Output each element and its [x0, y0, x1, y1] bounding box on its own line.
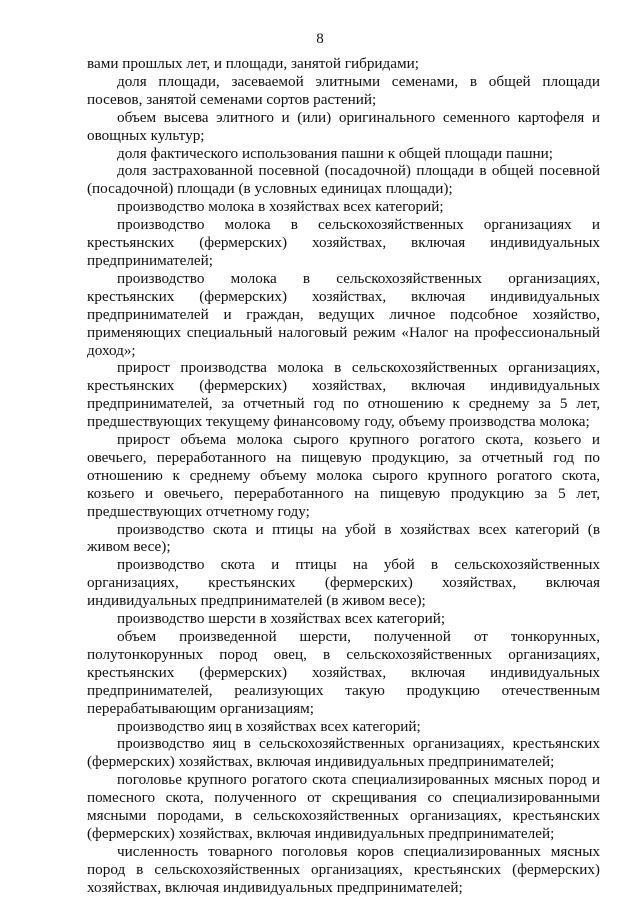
paragraph-continuation: вами прошлых лет, и площади, занятой гибридами;	[87, 55, 419, 72]
paragraph: производство яиц в хозяйствах всех категорий;	[117, 717, 421, 735]
paragraph: прирост объема молока сырого крупного рогатого скота, козьего и овечьего, переработанного на пищевую продукцию, за отчетный год по отношению к среднему объему молока сырого крупного рогатого скота, козьего и овечьего, переработанного на пищевую продукцию за 5 лет, предшествующих отчетному году;	[87, 431, 600, 520]
paragraph: производство яиц в сельскохозяйственных организациях, крестьянских (фермерских) хозяйствах, включая индивидуальных предпринимателей;	[87, 735, 600, 771]
paragraph: поголовье крупного рогатого скота специализированных мясных пород и помесного скота, полученного от скрещивания со специализированными мясными породами, в сельскохозяйственных организациях, крестьянских (фермерских) хозяйствах, включая индивидуальных предпринимателей;	[87, 771, 600, 842]
document-body	[87, 55, 600, 897]
paragraph: производство скота и птицы на убой в хозяйствах всех категорий (в живом весе);	[87, 520, 600, 556]
paragraph: доля площади, засеваемой элитными семенами, в общей площади посевов, занятой семенами сортов растений;	[87, 72, 600, 108]
paragraph: объем высева элитного и (или) оригинального семенного картофеля и овощных культур;	[87, 108, 600, 144]
paragraph: производство молока в хозяйствах всех категорий;	[117, 198, 444, 216]
paragraph: доля фактического использования пашни к общей площади пашни;	[117, 144, 553, 162]
paragraph: прирост производства молока в сельскохозяйственных организациях, крестьянских (фермерских) хозяйствах, включая индивидуальных предпринимателей, за отчетный год по отношению к среднему за 5 лет, предшествующих текущему финансовому году, объему производства молока;	[87, 359, 600, 431]
paragraph: объем произведенной шерсти, полученной от тонкорунных, полутонкорунных пород овец, в сельскохозяйственных организациях, крестьянских (фермерских) хозяйствах, включая индивидуальных предпринимателей, реализующих такую продукцию отечественным перерабатывающим организациям;	[87, 628, 600, 717]
paragraph: доля застрахованной посевной (посадочной) площади в общей посевной (посадочной) площади (в условных единицах площади);	[87, 162, 600, 198]
paragraph: производство скота и птицы на убой в сельскохозяйственных организациях, крестьянских (фермерских) хозяйствах, включая индивидуальных предпринимателей (в живом весе);	[87, 556, 600, 610]
paragraph: производство шерсти в хозяйствах всех категорий;	[117, 610, 446, 628]
paragraph: численность товарного поголовья коров специализированных мясных пород в сельскохозяйственных организациях, крестьянских (фермерских) хозяйствах, включая индивидуальных предпринимателей;	[87, 842, 600, 896]
page-number: 8	[316, 31, 324, 47]
paragraph: производство молока в сельскохозяйственных организациях и крестьянских (фермерских) хозяйствах, включая индивидуальных предпринимателей;	[87, 216, 600, 269]
paragraph: производство молока в сельскохозяйственных организациях, крестьянских (фермерских) хозяйствах, включая индивидуальных предпринимателей и граждан, ведущих личное подсобное хозяйство, применяющих специальный налоговый режим «Налог на профессиональный доход»;	[87, 269, 600, 359]
